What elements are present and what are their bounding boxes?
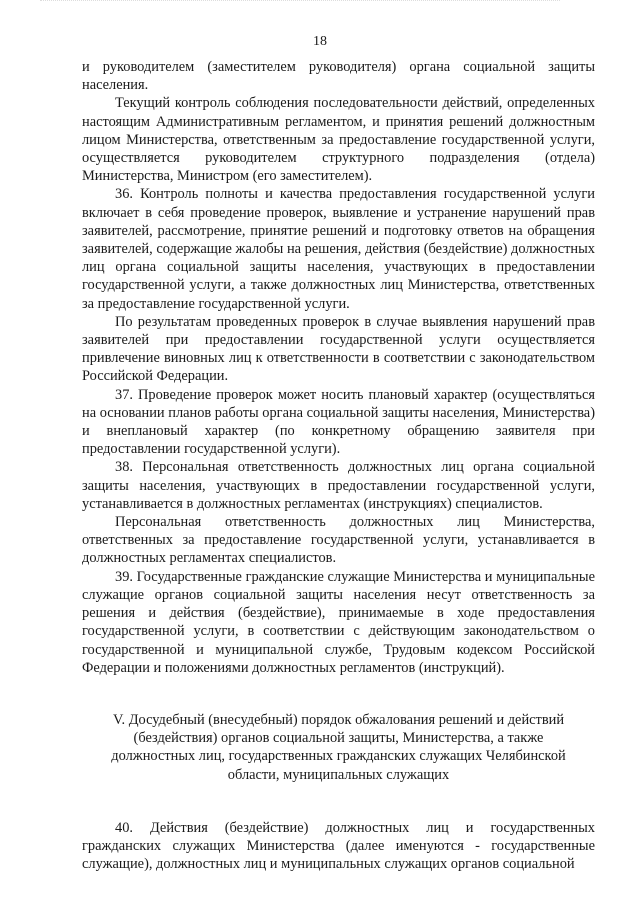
paragraph-inspection-results: По результатам проведенных проверок в случае выявления нарушений прав заявителей при предоставлении государственной услуги осуществляется привлечение виновных лиц к ответственности в соответствии с законодательством Российской Федерации. <box>82 313 595 385</box>
paragraph-personal-responsibility: Персональная ответственность должностных лиц Министерства, ответственных за предоставление государственной услуги, устанавливается в должностных регламентах специалистов. <box>82 514 595 567</box>
paragraph-38: 38. Персональная ответственность должностных лиц органа социальной защиты населения, участвующих в предоставлении государственной услуги, устанавливается в должностных регламентах (инструкциях) специалистов. <box>82 459 595 512</box>
paragraph-39: 39. Государственные гражданские служащие Министерства и муниципальные служащие органов социальной защиты населения несут ответственность за решения и действия (бездействие), принимаемые в ходе предоставления государственной услуги, в соответствии с действующим законодательством о государственной и муниципальной службе, Трудовым кодексом Российской Федерации и положениями должностных регламентов (инструкций). <box>82 568 595 676</box>
paragraph-40: 40. Действия (бездействие) должностных лиц и государственных гражданских служащих Министерства (далее именуются - государственные служащие), должностных лиц и муниципальных служащих органов социальной <box>82 819 595 873</box>
document-body <box>82 58 595 873</box>
section-heading-line: должностных лиц, государственных гражданских служащих Челябинской <box>111 748 566 765</box>
section-heading-line: области, муниципальных служащих <box>227 766 450 783</box>
section-heading-line: V. Досудебный (внесудебный) порядок обжалования решений и действий <box>112 711 565 728</box>
paragraph-current-control: Текущий контроль соблюдения последовательности действий, определенных настоящим Административным регламентом, и принятия решений должностным лицом Министерства, ответственным за предоставление государственной услуги, осуществляется руководителем структурного подразделения (отдела) Министерства, Министром (его заместителем). <box>82 95 595 185</box>
paragraph-37: 37. Проведение проверок может носить плановый характер (осуществляться на основании планов работы органа социальной защиты населения, Министерства) и внеплановый характер (по конкретному обращению заявителя при предоставлении государственной услуги). <box>82 386 595 458</box>
paragraph-36: 36. Контроль полноты и качества предоставления государственной услуги включает в себя проведение проверок, выявление и устранение нарушений прав заявителей, рассмотрение, принятие решений и подготовку ответов на обращения заявителей, содержащие жалобы на решения, действия (бездействие) должностных лиц органа социальной защиты населения, участвующих в предоставлении государственной услуги, а также должностных лиц Министерства, ответственных за предоставление государственной услуги. <box>82 186 595 312</box>
scan-artifact <box>40 0 560 5</box>
section-heading <box>82 711 595 784</box>
section-heading-line: (бездействия) органов социальной защиты, Министерства, а также <box>133 730 544 747</box>
paragraph-continuation: и руководителем (заместителем руководителя) органа социальной защиты населения. <box>82 59 595 94</box>
page-number: 18 <box>313 34 327 49</box>
